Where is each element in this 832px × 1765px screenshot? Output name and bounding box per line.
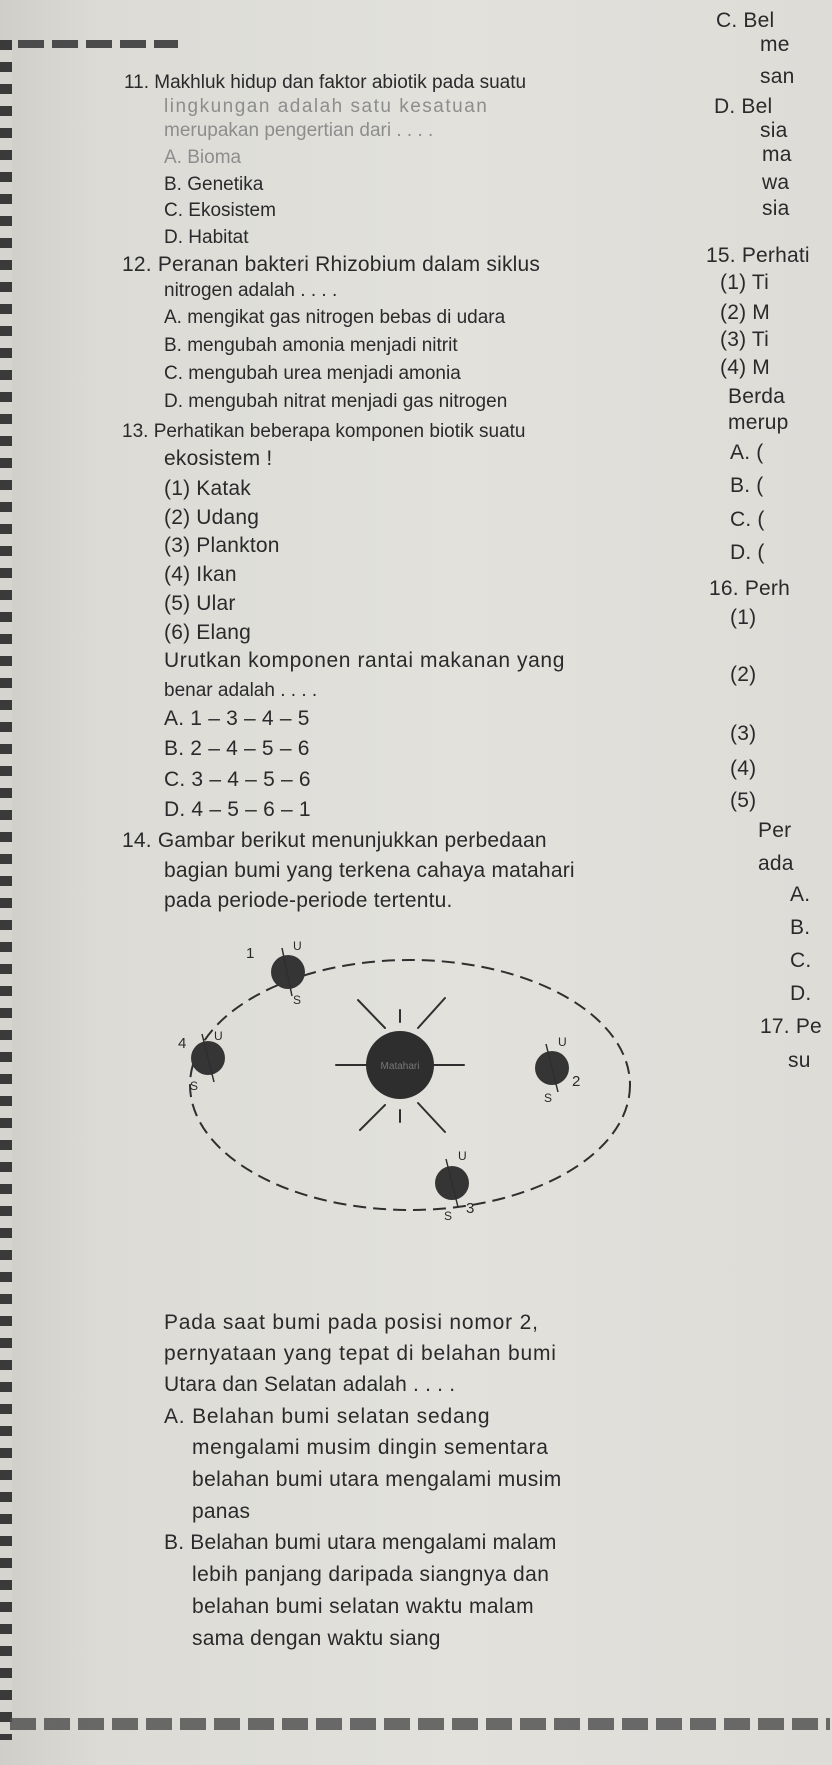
q11-stem-2: lingkungan adalah satu kesatuan — [164, 96, 489, 117]
sun-label: Matahari — [380, 1061, 420, 1072]
q12-option-c: C. mengubah urea menjadi amonia — [164, 363, 461, 384]
right-sia-2: sia — [762, 197, 790, 220]
q14-prompt-1: Pada saat bumi pada posisi nomor 2, — [164, 1311, 539, 1334]
right-san: san — [760, 65, 795, 88]
q13-prompt-2: benar adalah . . . . — [164, 680, 318, 701]
q15-opt-a: A. ( — [730, 441, 764, 464]
position-2-north: U — [558, 1035, 567, 1049]
q14-stem-1: 14. Gambar berikut menunjukkan perbedaan — [122, 829, 547, 852]
q14-option-b-1: B. Belahan bumi utara mengalami malam — [164, 1531, 557, 1554]
q11-stem-1: 11. Makhluk hidup dan faktor abiotik pada suatu — [124, 72, 527, 93]
q15-item-1: (1) Ti — [720, 271, 770, 294]
q12-option-b: B. mengubah amonia menjadi nitrit — [164, 335, 458, 356]
q16-item-2: (2) — [730, 663, 757, 686]
q13-item-4: (4) Ikan — [164, 563, 237, 586]
position-3-label: 3 — [466, 1200, 475, 1217]
q16-ada: ada — [758, 852, 794, 875]
binding-strip — [0, 40, 12, 1740]
q13-option-b: B. 2 – 4 – 5 – 6 — [164, 737, 310, 760]
q12-stem-2: nitrogen adalah . . . . — [164, 280, 338, 301]
q16-stem: 16. Perh — [709, 577, 790, 600]
q11-option-a: A. Bioma — [164, 147, 242, 168]
position-3-north: U — [458, 1149, 467, 1163]
position-1-south: S — [293, 993, 302, 1007]
q11-option-d: D. Habitat — [164, 227, 249, 248]
q12-option-a: A. mengikat gas nitrogen bebas di udara — [164, 307, 506, 328]
q15-opt-b: B. ( — [730, 474, 764, 497]
q13-item-2: (2) Udang — [164, 506, 260, 529]
q14-stem-2: bagian bumi yang terkena cahaya matahari — [164, 859, 575, 882]
q15-berda: Berda — [728, 385, 786, 408]
q16-per: Per — [758, 819, 792, 842]
q16-item-3: (3) — [730, 722, 757, 745]
q16-opt-d: D. — [790, 982, 812, 1005]
earth-position-4 — [178, 1029, 225, 1093]
q11-option-c: C. Ekosistem — [164, 200, 276, 221]
q16-item-4: (4) — [730, 757, 757, 780]
q13-item-5: (5) Ular — [164, 592, 236, 615]
right-me: me — [760, 33, 790, 56]
q13-option-c: C. 3 – 4 – 5 – 6 — [164, 768, 311, 791]
position-1-north: U — [293, 940, 302, 953]
q15-item-3: (3) Ti — [720, 328, 770, 351]
q17-su: su — [788, 1049, 811, 1072]
q13-option-d: D. 4 – 5 – 6 – 1 — [164, 798, 311, 821]
earth-position-2 — [535, 1035, 580, 1105]
q13-prompt-1: Urutkan komponen rantai makanan yang — [164, 649, 565, 672]
q15-item-2: (2) M — [720, 301, 770, 324]
q14-option-a-3: belahan bumi utara mengalami musim — [192, 1468, 562, 1491]
q14-option-b-4: sama dengan waktu siang — [192, 1627, 441, 1650]
q15-opt-d: D. ( — [730, 541, 765, 564]
q14-option-b-2: lebih panjang daripada siangnya dan — [192, 1563, 550, 1586]
q13-item-1: (1) Katak — [164, 477, 251, 500]
earth-position-3 — [435, 1149, 474, 1223]
right-ma: ma — [762, 143, 792, 166]
q14-prompt-2: pernyataan yang tepat di belahan bumi — [164, 1342, 557, 1365]
q14-stem-3: pada periode-periode tertentu. — [164, 889, 453, 912]
top-dashed-line — [18, 40, 178, 48]
earth-orbit-diagram — [160, 940, 680, 1240]
q14-prompt-3: Utara dan Selatan adalah . . . . — [164, 1373, 456, 1396]
q13-stem-1: 13. Perhatikan beberapa komponen biotik suatu — [122, 421, 526, 442]
q16-opt-b: B. — [790, 916, 811, 939]
bottom-dashed-line — [10, 1718, 830, 1730]
q14-option-a-4: panas — [192, 1500, 251, 1523]
right-sia-1: sia — [760, 119, 788, 142]
q12-stem-1: 12. Peranan bakteri Rhizobium dalam siklus — [122, 253, 541, 276]
q12-option-d: D. mengubah nitrat menjadi gas nitrogen — [164, 391, 508, 412]
q14-option-a-1: A. Belahan bumi selatan sedang — [164, 1405, 491, 1428]
q11-stem-3: merupakan pengertian dari . . . . — [164, 120, 434, 141]
q16-item-1: (1) — [730, 606, 757, 629]
position-3-south: S — [444, 1209, 453, 1223]
q16-opt-c: C. — [790, 949, 812, 972]
q17-stem: 17. Pe — [760, 1015, 822, 1038]
q16-item-5: (5) — [730, 789, 757, 812]
q14-option-b-3: belahan bumi selatan waktu malam — [192, 1595, 534, 1618]
right-wa: wa — [762, 171, 790, 194]
position-4-label: 4 — [178, 1035, 187, 1052]
right-c-bel: C. Bel — [716, 9, 775, 32]
position-1-label: 1 — [246, 945, 255, 962]
q13-item-3: (3) Plankton — [164, 534, 280, 557]
q13-stem-2: ekosistem ! — [164, 447, 273, 470]
q15-merup: merup — [728, 411, 789, 434]
right-d-bel: D. Bel — [714, 95, 773, 118]
position-4-north: U — [214, 1029, 223, 1043]
q15-opt-c: C. ( — [730, 508, 765, 531]
position-4-south: S — [190, 1079, 199, 1093]
q11-option-b: B. Genetika — [164, 174, 264, 195]
q13-item-6: (6) Elang — [164, 621, 252, 644]
position-2-south: S — [544, 1091, 553, 1105]
position-2-label: 2 — [572, 1073, 581, 1090]
q13-option-a: A. 1 – 3 – 4 – 5 — [164, 707, 310, 730]
q16-opt-a: A. — [790, 883, 811, 906]
q14-option-a-2: mengalami musim dingin sementara — [192, 1436, 549, 1459]
q15-stem: 15. Perhati — [706, 244, 810, 267]
q15-item-4: (4) M — [720, 356, 770, 379]
